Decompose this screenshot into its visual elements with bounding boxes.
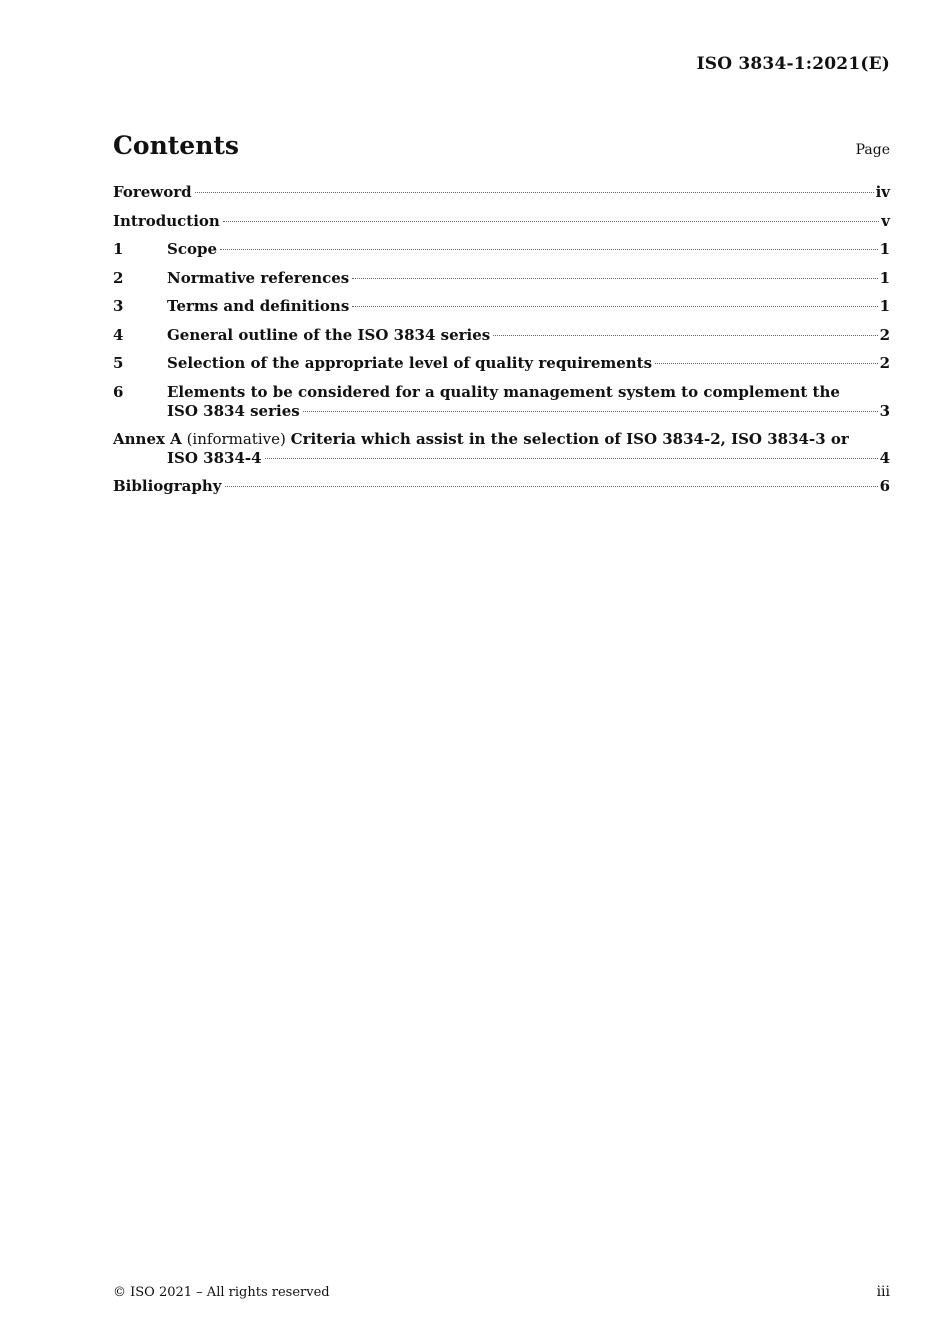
- dot-leader: [195, 192, 874, 193]
- toc-entry-bibliography[interactable]: [113, 477, 890, 506]
- toc-entry-number: 4: [113, 325, 124, 344]
- toc-entry-terms-and-definitions[interactable]: [113, 297, 890, 326]
- contents-heading: Contents: [113, 131, 240, 160]
- toc-entry-elements-to-be-considered[interactable]: [113, 383, 890, 430]
- toc-entry-page: 1: [879, 240, 890, 258]
- footer-page-number: iii: [876, 1284, 890, 1300]
- toc-entry-page: 1: [879, 268, 890, 287]
- dot-leader: [220, 249, 878, 250]
- document-id: ISO 3834-1:2021(E): [696, 54, 890, 74]
- toc-entry-title: Selection of the appropriate level of quality requirements: [167, 354, 653, 372]
- toc-entry-page: 3: [879, 401, 890, 420]
- dot-leader: [352, 278, 877, 279]
- toc-entry-title: Scope: [167, 240, 218, 258]
- toc-entry-title-continuation: ISO 3834 series: [167, 401, 300, 420]
- dot-leader: [225, 486, 878, 487]
- annex-label: Annex A: [113, 429, 182, 448]
- toc-entry-selection-of-level[interactable]: [113, 354, 890, 383]
- toc-entry-title: General outline of the ISO 3834 series: [167, 325, 491, 344]
- dot-leader: [655, 363, 878, 364]
- dot-leader: [265, 458, 878, 459]
- toc-entry-page: iv: [875, 183, 890, 201]
- toc-entry-general-outline[interactable]: [113, 326, 890, 355]
- toc-entry-scope[interactable]: [113, 240, 890, 269]
- toc-entry-introduction[interactable]: [113, 212, 890, 241]
- page-column-label: Page: [855, 142, 890, 158]
- toc-entry-page: 1: [879, 297, 890, 315]
- toc-entry-title: Foreword: [113, 183, 192, 201]
- toc-entry-title: Terms and definitions: [167, 297, 350, 315]
- toc-entry-normative-references[interactable]: [113, 269, 890, 298]
- toc-entry-annex-a[interactable]: [113, 430, 890, 477]
- toc-entry-foreword[interactable]: [113, 183, 890, 212]
- toc-entry-number: 2: [113, 268, 124, 287]
- footer-copyright: © ISO 2021 – All rights reserved: [113, 1285, 330, 1300]
- toc-entry-title: Criteria which assist in the selection of ISO 3834-2, ISO 3834-3 or: [290, 429, 849, 448]
- dot-leader: [493, 335, 877, 336]
- toc-entry-title: Introduction: [113, 211, 220, 230]
- dot-leader: [352, 306, 877, 307]
- table-of-contents: [113, 183, 890, 505]
- dot-leader: [223, 221, 879, 222]
- toc-entry-title: Bibliography: [113, 476, 222, 495]
- toc-entry-page: 4: [879, 448, 890, 467]
- toc-entry-page: 2: [879, 325, 890, 344]
- toc-entry-title: Elements to be considered for a quality management system to complement the: [167, 382, 840, 401]
- toc-entry-page: 2: [879, 354, 890, 372]
- toc-entry-page: v: [881, 211, 890, 230]
- toc-entry-number: 1: [113, 240, 124, 258]
- toc-entry-number: 5: [113, 354, 124, 372]
- dot-leader: [303, 411, 878, 412]
- toc-entry-page: 6: [879, 476, 890, 495]
- annex-qualifier: (informative): [186, 429, 286, 448]
- toc-entry-number: 3: [113, 297, 124, 315]
- toc-entry-title: Normative references: [167, 268, 350, 287]
- toc-entry-number: 6: [113, 382, 124, 401]
- toc-entry-title-continuation: ISO 3834-4: [167, 448, 262, 467]
